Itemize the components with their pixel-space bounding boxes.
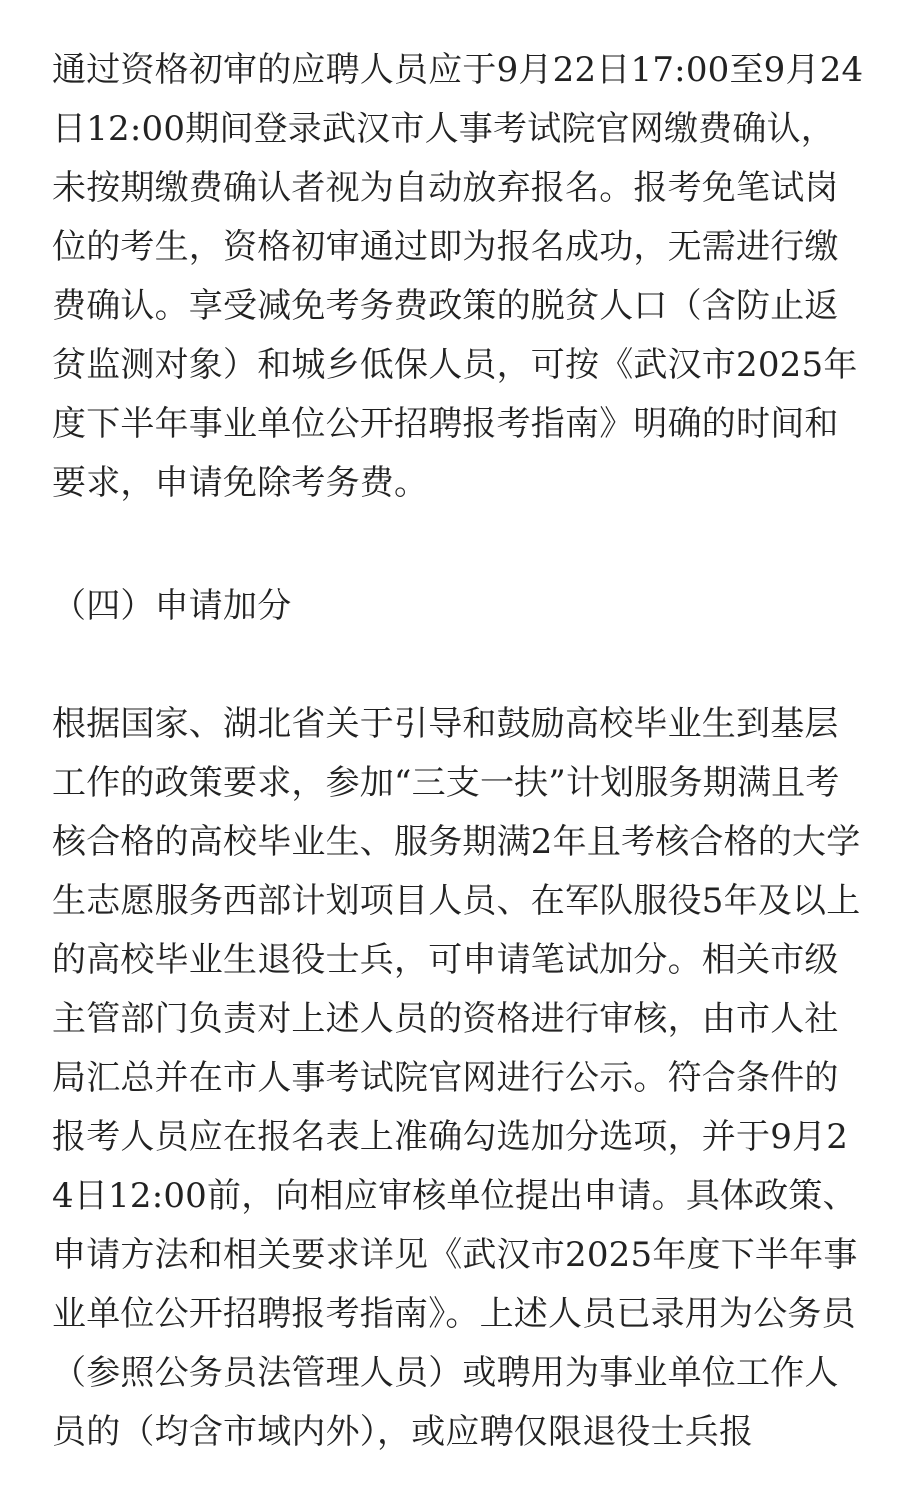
paragraph-bonus-points: 根据国家、湖北省关于引导和鼓励高校毕业生到基层工作的政策要求，参加“三支一扶”计划服务期满且考核合格的高校毕业生、服务期满2年且考核合格的大学生志愿服务西部计划项目人员、在军队服役5年及以上的高校毕业生退役士兵，可申请笔试加分。相关市级主管部门负责对上述人员的资格进行审核，由市人社局汇总并在市人事考试院官网进行公示。符合条件的报考人员应在报名表上准确勾选加分选项，并于9月24日12:00前，向相应审核单位提出申请。具体政策、申请方法和相关要求详见《武汉市2025年度下半年事业单位公开招聘报考指南》。上述人员已录用为公务员（参照公务员法管理人员）或聘用为事业单位工作人员的（均含市域内外），或应聘仅限退役士兵报 bbox=[52, 704, 861, 1452]
paragraph-fee-confirmation: 通过资格初审的应聘人员应于9月22日17:00至9月24日12:00期间登录武汉市人事考试院官网缴费确认，未按期缴费确认者视为自动放弃报名。报考免笔试岗位的考生，资格初审通过即为报名成功，无需进行缴费确认。享受减免考务费政策的脱贫人口（含防止返贫监测对象）和城乡低保人员，可按《武汉市2025年度下半年事业单位公开招聘报考指南》明确的时间和要求，申请免除考务费。 bbox=[52, 50, 864, 503]
section-heading-bonus-points: （四）申请加分 bbox=[52, 586, 292, 626]
